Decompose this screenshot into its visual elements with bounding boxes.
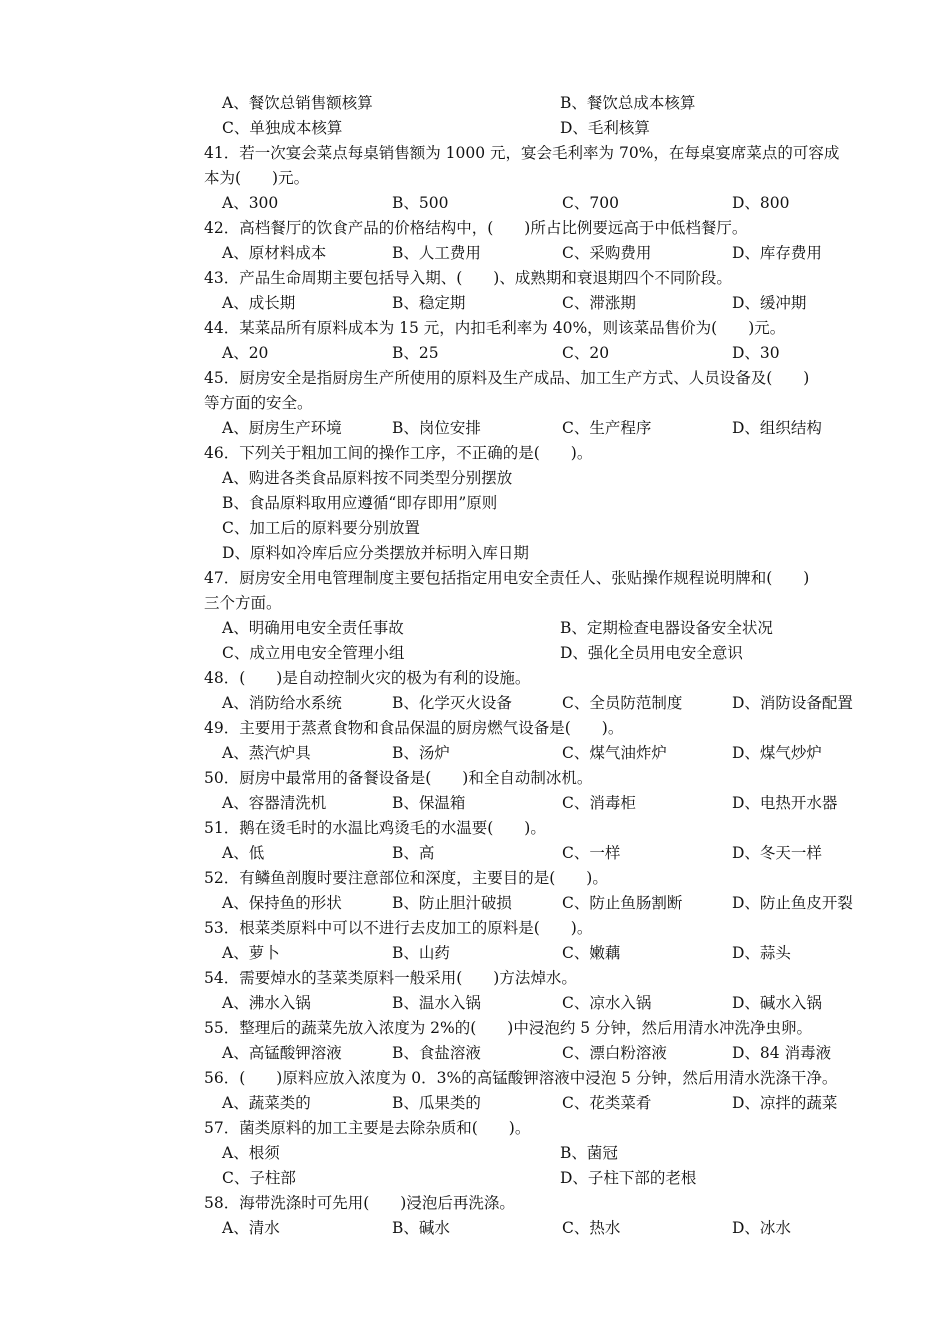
option-c: C、成立用电安全管理小组 bbox=[222, 644, 405, 662]
option-b: B、定期检查电器设备安全状况 bbox=[560, 619, 773, 637]
option-a: A、餐饮总销售额核算 bbox=[222, 94, 373, 112]
option-d: D、煤气炒炉 bbox=[732, 744, 822, 762]
option-c: C、防止鱼肠割断 bbox=[562, 894, 683, 912]
question-48-stem: 48．( )是自动控制火灾的极为有利的设施。 bbox=[204, 669, 531, 687]
question-50-stem: 50．厨房中最常用的备餐设备是( )和全自动制冰机。 bbox=[204, 769, 593, 787]
option-d: D、库存费用 bbox=[732, 244, 822, 262]
question-51-stem: 51．鹅在烫毛时的水温比鸡烫毛的水温要( )。 bbox=[204, 819, 546, 837]
option-d: D、800 bbox=[732, 194, 790, 212]
question-57-stem: 57．菌类原料的加工主要是去除杂质和( )。 bbox=[204, 1119, 531, 1137]
option-a: A、消防给水系统 bbox=[222, 694, 342, 712]
option-b: B、温水入锅 bbox=[392, 994, 481, 1012]
option-d: D、蒜头 bbox=[732, 944, 791, 962]
option-b: B、食品原料取用应遵循“即存即用”原则 bbox=[222, 494, 498, 512]
option-d: D、消防设备配置 bbox=[732, 694, 853, 712]
question-45-stem: 45．厨房安全是指厨房生产所使用的原料及生产成品、加工生产方式、人员设备及( ) bbox=[204, 369, 810, 387]
question-41-stem-cont: 本为( )元。 bbox=[204, 169, 310, 187]
option-b: B、保温箱 bbox=[392, 794, 466, 812]
option-d: D、电热开水器 bbox=[732, 794, 838, 812]
option-c: C、花类菜肴 bbox=[562, 1094, 652, 1112]
option-d: D、防止鱼皮开裂 bbox=[732, 894, 853, 912]
option-a: A、明确用电安全责任事故 bbox=[222, 619, 404, 637]
option-a: A、萝卜 bbox=[222, 944, 280, 962]
question-52-stem: 52．有鳞鱼剖腹时要注意部位和深度，主要目的是( )。 bbox=[204, 869, 608, 887]
option-c: C、漂白粉溶液 bbox=[562, 1044, 667, 1062]
option-d: D、冬天一样 bbox=[732, 844, 822, 862]
option-b: B、化学灭火设备 bbox=[392, 694, 512, 712]
option-d: D、冰水 bbox=[732, 1219, 791, 1237]
option-c: C、凉水入锅 bbox=[562, 994, 652, 1012]
option-b: B、稳定期 bbox=[392, 294, 466, 312]
option-a: A、购进各类食品原料按不同类型分别摆放 bbox=[222, 469, 513, 487]
option-b: B、25 bbox=[392, 344, 439, 362]
option-c: C、采购费用 bbox=[562, 244, 652, 262]
question-41-stem: 41．若一次宴会菜点每桌销售额为 1000 元，宴会毛利率为 70%，在每桌宴席菜点的可容成 bbox=[204, 144, 840, 162]
option-b: B、碱水 bbox=[392, 1219, 450, 1237]
option-c: C、一样 bbox=[562, 844, 621, 862]
question-56-stem: 56．( )原料应放入浓度为 0．3%的高锰酸钾溶液中浸泡 5 分钟，然后用清水洗涤干净。 bbox=[204, 1069, 838, 1087]
option-c: C、生产程序 bbox=[562, 419, 652, 437]
option-a: A、低 bbox=[222, 844, 265, 862]
option-a: A、沸水入锅 bbox=[222, 994, 311, 1012]
option-a: A、300 bbox=[222, 194, 279, 212]
question-42-stem: 42．高档餐厅的饮食产品的价格结构中，( )所占比例要远高于中低档餐厅。 bbox=[204, 219, 748, 237]
option-a: A、原材料成本 bbox=[222, 244, 327, 262]
option-c: C、700 bbox=[562, 194, 619, 212]
option-b: B、高 bbox=[392, 844, 435, 862]
option-b: B、防止胆汁破损 bbox=[392, 894, 512, 912]
option-a: A、清水 bbox=[222, 1219, 280, 1237]
option-c: C、嫩藕 bbox=[562, 944, 621, 962]
option-d: D、84 消毒液 bbox=[732, 1044, 832, 1062]
option-d: D、缓冲期 bbox=[732, 294, 807, 312]
option-b: B、餐饮总成本核算 bbox=[560, 94, 696, 112]
option-b: B、瓜果类的 bbox=[392, 1094, 481, 1112]
option-b: B、人工费用 bbox=[392, 244, 481, 262]
option-c: C、消毒柜 bbox=[562, 794, 636, 812]
option-a: A、成长期 bbox=[222, 294, 296, 312]
option-c: C、热水 bbox=[562, 1219, 621, 1237]
option-c: C、全员防范制度 bbox=[562, 694, 683, 712]
question-53-stem: 53．根菜类原料中可以不进行去皮加工的原料是( )。 bbox=[204, 919, 593, 937]
question-49-stem: 49．主要用于蒸煮食物和食品保温的厨房燃气设备是( )。 bbox=[204, 719, 624, 737]
question-43-stem: 43．产品生命周期主要包括导入期、( )、成熟期和衰退期四个不同阶段。 bbox=[204, 269, 732, 287]
option-d: D、毛利核算 bbox=[560, 119, 650, 137]
question-45-stem-cont: 等方面的安全。 bbox=[204, 394, 313, 412]
option-a: A、20 bbox=[222, 344, 269, 362]
option-c: C、煤气油炸炉 bbox=[562, 744, 667, 762]
option-c: C、滞涨期 bbox=[562, 294, 636, 312]
question-44-stem: 44．某菜品所有原料成本为 15 元，内扣毛利率为 40%，则该菜品售价为( )元。 bbox=[204, 319, 786, 337]
option-b: B、汤炉 bbox=[392, 744, 450, 762]
option-c: C、加工后的原料要分别放置 bbox=[222, 519, 420, 537]
option-d: D、子柱下部的老根 bbox=[560, 1169, 697, 1187]
question-46-stem: 46．下列关于粗加工间的操作工序，不正确的是( )。 bbox=[204, 444, 593, 462]
option-c: C、20 bbox=[562, 344, 610, 362]
option-a: A、根须 bbox=[222, 1144, 280, 1162]
option-d: D、强化全员用电安全意识 bbox=[560, 644, 743, 662]
option-c: C、单独成本核算 bbox=[222, 119, 343, 137]
option-c: C、子柱部 bbox=[222, 1169, 296, 1187]
question-58-stem: 58．海带洗涤时可先用( )浸泡后再洗涤。 bbox=[204, 1194, 515, 1212]
option-d: D、碱水入锅 bbox=[732, 994, 822, 1012]
option-a: A、蒸汽炉具 bbox=[222, 744, 311, 762]
option-a: A、高锰酸钾溶液 bbox=[222, 1044, 342, 1062]
option-b: B、岗位安排 bbox=[392, 419, 481, 437]
option-d: D、组织结构 bbox=[732, 419, 822, 437]
question-47-stem: 47．厨房安全用电管理制度主要包括指定用电安全责任人、张贴操作规程说明牌和( ) bbox=[204, 569, 810, 587]
question-55-stem: 55．整理后的蔬菜先放入浓度为 2%的( )中浸泡约 5 分钟，然后用清水冲洗净虫卵。 bbox=[204, 1019, 813, 1037]
option-d: D、30 bbox=[732, 344, 780, 362]
question-54-stem: 54．需要焯水的茎菜类原料一般采用( )方法焯水。 bbox=[204, 969, 577, 987]
option-d: D、凉拌的蔬菜 bbox=[732, 1094, 838, 1112]
option-b: B、山药 bbox=[392, 944, 450, 962]
option-a: A、蔬菜类的 bbox=[222, 1094, 311, 1112]
option-b: B、菌冠 bbox=[560, 1144, 618, 1162]
option-d: D、原料如冷库后应分类摆放并标明入库日期 bbox=[222, 544, 529, 562]
option-a: A、保持鱼的形状 bbox=[222, 894, 342, 912]
question-47-stem-cont: 三个方面。 bbox=[204, 594, 282, 612]
option-b: B、食盐溶液 bbox=[392, 1044, 481, 1062]
option-b: B、500 bbox=[392, 194, 449, 212]
option-a: A、容器清洗机 bbox=[222, 794, 327, 812]
option-a: A、厨房生产环境 bbox=[222, 419, 342, 437]
